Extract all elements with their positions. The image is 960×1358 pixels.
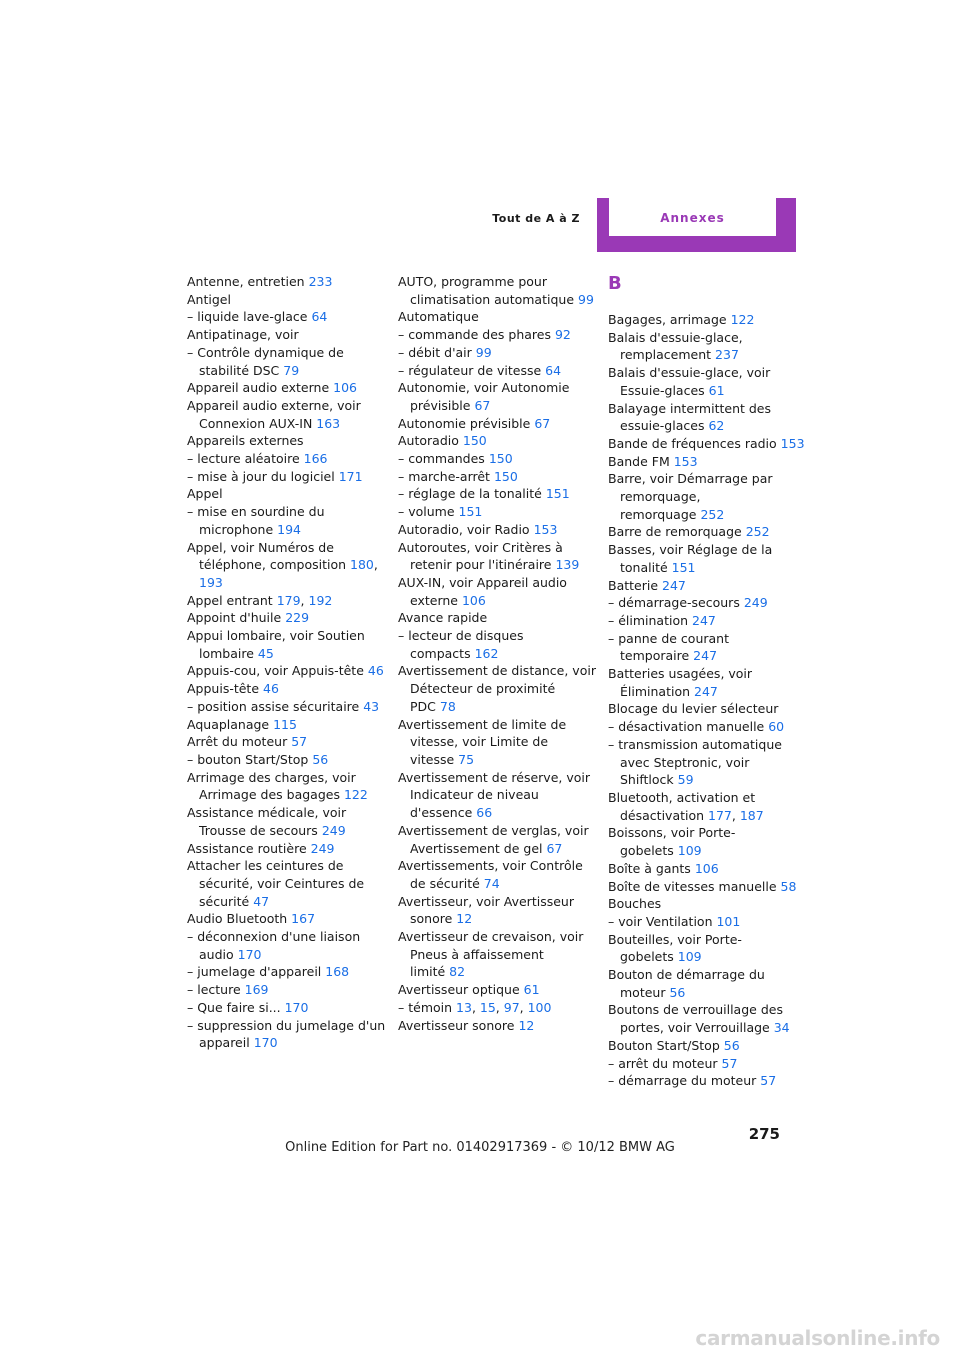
- index-entry: [398, 415, 598, 433]
- index-entry: [398, 379, 598, 414]
- index-entry-text: Boutons de verrouillage des portes, voir Verrouillage: [608, 1002, 783, 1036]
- index-entry: [187, 981, 387, 999]
- page-link[interactable]: 170: [237, 946, 262, 962]
- index-column-3: [608, 273, 808, 1090]
- index-entry: [398, 716, 598, 769]
- index-entry-text: Barre, voir Démarrage par remorquage, remorquage: [608, 471, 773, 522]
- index-entry: [398, 662, 598, 715]
- page-link[interactable]: 194: [277, 521, 301, 537]
- page-link[interactable]: 166: [303, 451, 328, 467]
- index-entry-text: Bagages, arrimage: [608, 312, 727, 327]
- index-entry-text: Appareil audio externe, voir Connexion AUX-IN: [187, 397, 361, 431]
- page-link[interactable]: 167: [291, 911, 316, 927]
- page-link[interactable]: 169: [244, 982, 269, 998]
- index-entry: [187, 698, 387, 716]
- index-entry: [608, 824, 808, 859]
- index-entry: [608, 612, 808, 630]
- page-link[interactable]: 60: [768, 719, 785, 735]
- index-entry-text: Autonomie, voir Autonomie prévisible: [398, 380, 570, 413]
- index-entry: [187, 857, 387, 910]
- index-entry: [187, 999, 387, 1017]
- index-entry-text: Antigel: [187, 291, 231, 307]
- page-link[interactable]: 99: [475, 344, 492, 360]
- chapter-title: Tout de A à Z: [492, 212, 580, 225]
- page-link[interactable]: 179: [276, 592, 301, 608]
- index-entry: [187, 379, 387, 397]
- index-entry: [398, 609, 598, 627]
- index-entry: [608, 577, 808, 595]
- index-entry: [608, 400, 808, 435]
- page-link[interactable]: 153: [780, 435, 805, 451]
- index-entry: [398, 273, 598, 308]
- index-entry: [608, 966, 808, 1001]
- index-entry-text: Avance rapide: [398, 610, 488, 626]
- index-entry: [608, 860, 808, 878]
- index-entry: [398, 344, 598, 362]
- index-entry-text: Arrêt du moteur: [187, 734, 288, 750]
- index-entry-text: Avertissement de verglas, voir Avertissement de gel: [398, 822, 589, 856]
- index-entry: [187, 680, 387, 698]
- page-link[interactable]: 12: [518, 1017, 535, 1033]
- page-link[interactable]: 247: [662, 577, 686, 593]
- index-entry: [187, 450, 387, 468]
- index-entry-text: – réglage de la tonalité: [398, 486, 542, 502]
- page-link[interactable]: 122: [730, 312, 755, 327]
- index-entry-text: Avertissement de limite de vitesse, voir Limite de vitesse: [398, 716, 567, 767]
- index-entry-text: Assistance routière: [187, 840, 307, 856]
- page-link[interactable]: 47: [253, 893, 270, 909]
- page-link[interactable]: 249: [321, 822, 346, 838]
- index-entry: [398, 503, 598, 521]
- page-link[interactable]: 78: [439, 698, 456, 714]
- index-entry: Bluetooth, activation et désactivation 177, 187: [608, 789, 764, 823]
- index-entry: [187, 963, 387, 981]
- index-entry: [398, 822, 598, 857]
- index-entry: [608, 895, 808, 913]
- index-entry: [398, 928, 598, 981]
- index-entry-text: – mise à jour du logiciel: [187, 468, 335, 484]
- index-entry-text: – transmission automatique avec Steptronic, voir Shiftlock: [608, 736, 782, 788]
- index-entry-text: Avertissements, voir Contrôle de sécurité: [398, 858, 583, 891]
- index-entry: [608, 718, 808, 736]
- page-link[interactable]: 67: [534, 415, 551, 431]
- index-entry-text: Appel entrant: [187, 592, 273, 608]
- index-entry: [398, 432, 598, 450]
- index-entry: [608, 453, 808, 471]
- page-link[interactable]: 151: [458, 504, 483, 520]
- index-entry-text: Autoroutes, voir Critères à retenir pour l'itinéraire: [398, 539, 563, 573]
- index-entry-text: Boîte à gants: [608, 860, 691, 876]
- index-entry: [608, 1001, 808, 1036]
- index-entry: [608, 1037, 808, 1055]
- index-entry-text: – voir Ventilation: [608, 913, 713, 929]
- page-link[interactable]: 150: [488, 451, 513, 467]
- index-entry-text: – élimination: [608, 612, 689, 628]
- index-entry: [187, 733, 387, 751]
- index-entry-text: Bande de fréquences radio: [608, 435, 777, 451]
- index-entry-text: Avertissement de distance, voir Détecteur de proximité PDC: [398, 663, 596, 714]
- page-link[interactable]: 109: [677, 949, 702, 965]
- page-link[interactable]: 237: [715, 347, 739, 363]
- page-link[interactable]: 46: [367, 663, 384, 679]
- index-entry: [398, 893, 598, 928]
- index-entry-text: Bouteilles, voir Porte-gobelets: [608, 931, 742, 965]
- index-entry: [608, 665, 808, 700]
- index-entry-text: Autoradio, voir Radio: [398, 521, 530, 537]
- index-entry: [608, 913, 808, 931]
- index-entry-text: Appareils externes: [187, 433, 304, 449]
- page-link[interactable]: 193: [199, 574, 223, 590]
- page-link[interactable]: 153: [533, 521, 558, 537]
- index-entry: [187, 485, 387, 503]
- section-tab-label: Annexes: [609, 198, 776, 236]
- index-entry-text: Antipatinage, voir: [187, 327, 299, 343]
- index-entry: [187, 326, 387, 344]
- index-entry-text: Appel: [187, 486, 223, 502]
- section-letter: B: [608, 273, 622, 294]
- index-entry-text: – bouton Start/Stop: [187, 751, 309, 767]
- index-entry-text: – désactivation manuelle: [608, 719, 765, 735]
- page-link[interactable]: 170: [284, 999, 309, 1015]
- index-entry-text: – panne de courant temporaire: [608, 630, 729, 664]
- page-link[interactable]: 92: [554, 327, 571, 343]
- index-entry-text: – démarrage du moteur: [608, 1073, 757, 1089]
- index-entry: [187, 910, 387, 928]
- page-link[interactable]: 122: [343, 787, 368, 803]
- page-link[interactable]: 247: [693, 648, 718, 664]
- index-entry: [608, 931, 808, 966]
- index-entry-text: Balais d'essuie-glace, voir Essuie-glaces: [608, 365, 771, 398]
- page-link[interactable]: 170: [253, 1035, 278, 1051]
- index-entry-text: Autonomie prévisible: [398, 415, 531, 431]
- page-link[interactable]: 59: [677, 772, 694, 788]
- page-link[interactable]: 67: [474, 397, 491, 413]
- index-entry: [608, 470, 808, 523]
- index-entry: [187, 662, 387, 680]
- index-entry: [187, 804, 387, 839]
- page-link[interactable]: 13: [456, 999, 472, 1015]
- page-link[interactable]: 97: [503, 999, 520, 1015]
- page-link[interactable]: 79: [283, 362, 300, 378]
- index-entry-text: Barre de remorquage: [608, 524, 742, 540]
- index-entry-text: Balais d'essuie-glace, remplacement: [608, 329, 743, 363]
- index-entry: [608, 1072, 808, 1090]
- index-entry: [398, 326, 598, 344]
- index-entry-text: – lecture: [187, 982, 241, 998]
- index-entry: [398, 308, 598, 326]
- index-entry: [608, 311, 808, 329]
- index-entry: [398, 468, 598, 486]
- page-link[interactable]: 56: [723, 1037, 740, 1053]
- page-link[interactable]: 100: [527, 999, 552, 1015]
- index-entry-text: Batteries usagées, voir Élimination: [608, 666, 753, 699]
- page-link[interactable]: 45: [257, 645, 274, 661]
- index-entry-text: Automatique: [398, 309, 479, 325]
- index-entry-text: Antenne, entretien: [187, 274, 305, 289]
- page-link[interactable]: 151: [545, 486, 570, 502]
- index-entry-text: Avertisseur optique: [398, 982, 520, 998]
- index-entry-text: – commande des phares: [398, 327, 551, 343]
- page-link[interactable]: 150: [462, 433, 487, 449]
- index-entry-text: – volume: [398, 504, 455, 520]
- page-link[interactable]: 168: [325, 964, 350, 980]
- index-entry-text: AUTO, programme pour climatisation automatique: [398, 274, 575, 307]
- index-entry: [187, 1017, 387, 1052]
- watermark: carmanualsonline.info: [695, 1326, 940, 1350]
- index-entry-text: Appuis-tête: [187, 681, 260, 697]
- index-entry-text: – suppression du jumelage d'un appareil: [187, 1017, 386, 1051]
- index-entry-text: Avertissement de réserve, voir Indicateur de niveau d'essence: [398, 769, 590, 821]
- index-entry-text: Audio Bluetooth: [187, 911, 288, 927]
- page-link[interactable]: 252: [745, 524, 770, 540]
- page-link[interactable]: 192: [308, 592, 333, 608]
- index-entry: Appel, voir Numéros de téléphone, composition 180, 193: [187, 539, 378, 590]
- page-link[interactable]: 115: [273, 716, 297, 732]
- page-link[interactable]: 61: [708, 382, 725, 398]
- index-entry: [608, 594, 808, 612]
- page-link[interactable]: 64: [311, 309, 328, 325]
- index-entry-text: – démarrage-secours: [608, 595, 740, 611]
- index-entry: [398, 539, 598, 574]
- page-link[interactable]: 249: [743, 595, 768, 611]
- page-link[interactable]: 34: [773, 1020, 790, 1036]
- index-entry-text: – mise en sourdine du microphone: [187, 504, 325, 537]
- page-link[interactable]: 75: [458, 751, 475, 767]
- index-entry-text: – régulateur de vitesse: [398, 362, 542, 378]
- index-entry: [398, 574, 598, 609]
- page-link[interactable]: 252: [700, 506, 725, 522]
- index-entry-text: Appareil audio externe: [187, 380, 330, 396]
- index-entry: [187, 468, 387, 486]
- index-entry: [398, 769, 598, 822]
- page-link[interactable]: 229: [285, 610, 310, 626]
- index-entry: [398, 1017, 598, 1035]
- index-entry: [187, 716, 387, 734]
- index-entry-text: Bouton Start/Stop: [608, 1037, 720, 1053]
- index-entry-text: Bande FM: [608, 453, 670, 469]
- section-tab: [597, 198, 796, 252]
- index-entry-text: Bouton de démarrage du moteur: [608, 967, 765, 1000]
- page-link[interactable]: 171: [338, 468, 363, 484]
- index-entry: [187, 840, 387, 858]
- index-entry: [608, 736, 808, 789]
- index-entry-text: Aquaplanage: [187, 716, 270, 732]
- index-entry: [187, 928, 387, 963]
- page-link[interactable]: 106: [461, 592, 486, 608]
- page-link[interactable]: 180: [350, 557, 374, 573]
- index-entry: [608, 700, 808, 718]
- index-entry: [187, 344, 387, 379]
- index-entry-text: Bouches: [608, 896, 662, 912]
- page-link[interactable]: 106: [333, 380, 358, 396]
- index-entry-text: – lecteur de disques compacts: [398, 628, 524, 661]
- page-link[interactable]: 57: [291, 734, 308, 750]
- page-link[interactable]: 101: [716, 913, 741, 929]
- index-entry: [398, 485, 598, 503]
- index-entry-text: Boissons, voir Porte-gobelets: [608, 825, 736, 859]
- index-entry-text: – déconnexion d'une liaison audio: [187, 929, 361, 962]
- page-link[interactable]: 56: [669, 984, 686, 1000]
- index-entry-text: Appel, voir Numéros de téléphone, composition: [187, 539, 347, 573]
- index-entry: [187, 609, 387, 627]
- index-entry-text: Boîte de vitesses manuelle: [608, 878, 777, 894]
- index-entry: [398, 857, 598, 892]
- index-entry: [608, 630, 808, 665]
- footer-text: Online Edition for Part no. 01402917369 - © 10/12 BMW AG: [285, 1140, 675, 1155]
- page-link[interactable]: 249: [310, 840, 335, 856]
- index-entry: [187, 291, 387, 309]
- index-entry-text: Avertisseur sonore: [398, 1017, 515, 1033]
- index-entry-text: Avertisseur, voir Avertisseur sonore: [398, 893, 574, 927]
- index-entry: [187, 432, 387, 450]
- page-link[interactable]: 150: [493, 468, 518, 484]
- index-entry: – témoin 13, 15, 97, 100: [398, 999, 552, 1015]
- index-entry-text: Appoint d'huile: [187, 610, 282, 626]
- index-entry: Appel entrant 179, 192: [187, 592, 333, 608]
- page-number: 275: [748, 1125, 780, 1143]
- index-entry: [187, 397, 387, 432]
- page-link[interactable]: 99: [578, 291, 594, 307]
- page-link[interactable]: 247: [692, 612, 716, 628]
- index-entry: [608, 523, 808, 541]
- index-entry: [187, 627, 387, 662]
- index-entry-text: Avertisseur de crevaison, voir Pneus à affaissement limité: [398, 929, 584, 980]
- page-link[interactable]: 139: [555, 557, 580, 573]
- index-entry-text: Balayage intermittent des essuie-glaces: [608, 400, 772, 434]
- page-link[interactable]: 106: [694, 860, 719, 876]
- index-entry-text: Assistance médicale, voir Trousse de secours: [187, 805, 347, 838]
- page-link[interactable]: 15: [479, 999, 496, 1015]
- page-link[interactable]: 61: [523, 982, 540, 998]
- index-entry: [398, 362, 598, 380]
- index-entry: [187, 751, 387, 769]
- index-entry: [608, 329, 808, 364]
- index-entry: [608, 1055, 808, 1073]
- index-entry-text: – témoin: [398, 999, 453, 1015]
- index-entry-text: Bluetooth, activation et désactivation: [608, 789, 756, 823]
- page-link[interactable]: 58: [780, 878, 797, 894]
- page-link[interactable]: 43: [363, 698, 380, 714]
- page-link[interactable]: 62: [708, 418, 725, 434]
- page-link[interactable]: 82: [449, 964, 466, 980]
- index-entry-text: Autoradio: [398, 433, 459, 449]
- page-link[interactable]: 46: [263, 681, 279, 697]
- index-entry: [187, 308, 387, 326]
- index-entry-text: Basses, voir Réglage de la tonalité: [608, 542, 773, 575]
- page-link[interactable]: 187: [739, 807, 764, 823]
- index-entry: [398, 521, 598, 539]
- page-link[interactable]: 109: [677, 843, 702, 859]
- index-entry-text: Appuis-cou, voir Appuis-tête: [187, 663, 364, 679]
- page-link[interactable]: 64: [545, 362, 562, 378]
- index-entry: [608, 364, 808, 399]
- page-link[interactable]: 247: [694, 683, 718, 699]
- index-entry: [608, 541, 808, 576]
- index-entry-text: – Que faire si...: [187, 999, 281, 1015]
- index-entry: [398, 981, 598, 999]
- page-link[interactable]: 177: [708, 807, 732, 823]
- index-entry-text: – lecture aléatoire: [187, 451, 300, 467]
- page-link[interactable]: 57: [721, 1055, 738, 1071]
- index-entry: [608, 435, 808, 453]
- index-entry-text: Blocage du levier sélecteur: [608, 701, 779, 717]
- page-link[interactable]: 162: [474, 645, 499, 661]
- index-entry-text: – débit d'air: [398, 344, 472, 360]
- index-entry-text: – Contrôle dynamique de stabilité DSC: [187, 344, 344, 378]
- index-entry-text: Batterie: [608, 577, 659, 593]
- page-link[interactable]: 74: [483, 875, 500, 891]
- index-entry-text: – commandes: [398, 451, 485, 467]
- index-entry-text: – position assise sécuritaire: [187, 698, 360, 714]
- index-entry-text: AUX-IN, voir Appareil audio externe: [398, 574, 567, 608]
- index-column-1: [187, 273, 387, 1052]
- page-link[interactable]: 12: [456, 911, 473, 927]
- index-entry-text: Appui lombaire, voir Soutien lombaire: [187, 628, 365, 661]
- index-entry: [187, 273, 387, 291]
- index-entry-text: – jumelage d'appareil: [187, 964, 322, 980]
- index-entry-text: Arrimage des charges, voir Arrimage des bagages: [187, 769, 356, 803]
- index-entry: [608, 878, 808, 896]
- page-link[interactable]: 56: [312, 751, 329, 767]
- index-entry: [187, 503, 387, 538]
- page-link[interactable]: 163: [316, 415, 341, 431]
- page-link[interactable]: 66: [476, 805, 493, 821]
- index-entry-text: Attacher les ceintures de sécurité, voir Ceintures de sécurité: [187, 858, 365, 909]
- index-entry: [187, 769, 387, 804]
- page-link[interactable]: 233: [308, 274, 333, 289]
- index-entry: [398, 450, 598, 468]
- page-link[interactable]: 57: [760, 1073, 777, 1089]
- index-entry-text: – arrêt du moteur: [608, 1055, 718, 1071]
- page-link[interactable]: 67: [546, 840, 563, 856]
- index-column-2: [398, 273, 598, 1034]
- index-entry-text: – liquide lave-glace: [187, 309, 308, 325]
- index-entry: [398, 627, 598, 662]
- page-link[interactable]: 153: [673, 453, 698, 469]
- page-link[interactable]: 151: [671, 559, 696, 575]
- index-entry-text: – marche-arrêt: [398, 468, 490, 484]
